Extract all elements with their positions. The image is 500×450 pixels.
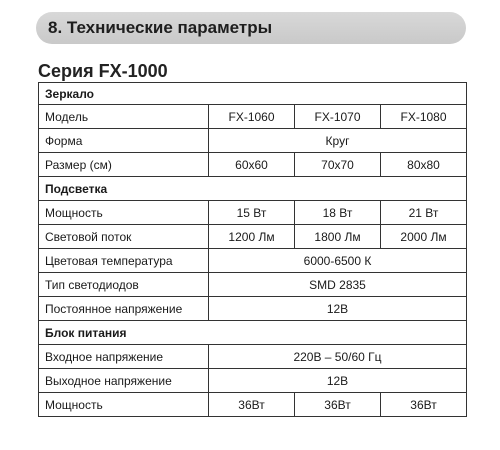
color-temp-label: Цветовая температура xyxy=(39,249,209,273)
input-voltage-label: Входное напряжение xyxy=(39,345,209,369)
psu-power-fx1060: 36Вт xyxy=(209,393,295,417)
power-fx1060: 15 Вт xyxy=(209,201,295,225)
led-type-value: SMD 2835 xyxy=(209,273,467,297)
color-temp-value: 6000-6500 К xyxy=(209,249,467,273)
size-fx1080: 80x80 xyxy=(381,153,467,177)
power-label: Мощность xyxy=(39,201,209,225)
table-row-mirror-header xyxy=(39,83,467,105)
output-voltage-label: Выходное напряжение xyxy=(39,369,209,393)
flux-label: Световой поток xyxy=(39,225,209,249)
psu-header-cell: Блок питания xyxy=(39,321,467,345)
lighting-header-cell: Подсветка xyxy=(39,177,467,201)
input-voltage-value: 220В – 50/60 Гц xyxy=(209,345,467,369)
power-fx1070: 18 Вт xyxy=(295,201,381,225)
shape-label: Форма xyxy=(39,129,209,153)
size-fx1060: 60x60 xyxy=(209,153,295,177)
table-row-model xyxy=(39,105,467,129)
table-row-shape xyxy=(39,129,467,153)
flux-fx1080: 2000 Лм xyxy=(381,225,467,249)
section-heading: 8. Технические параметры xyxy=(48,18,273,37)
model-label: Модель xyxy=(39,105,209,129)
mirror-header-cell: Зеркало xyxy=(39,83,467,105)
table-row-lighting-header xyxy=(39,177,467,201)
section-heading-bar xyxy=(36,12,466,44)
table-row-color-temp xyxy=(39,249,467,273)
psu-power-label: Мощность xyxy=(39,393,209,417)
output-voltage-value: 12В xyxy=(209,369,467,393)
dc-voltage-label: Постоянное напряжение xyxy=(39,297,209,321)
led-type-label: Тип светодиодов xyxy=(39,273,209,297)
table-row-flux xyxy=(39,225,467,249)
table-row-output-voltage xyxy=(39,369,467,393)
dc-voltage-value: 12В xyxy=(209,297,467,321)
table-row-size xyxy=(39,153,467,177)
table-row-input-voltage xyxy=(39,345,467,369)
psu-power-fx1080: 36Вт xyxy=(381,393,467,417)
psu-power-fx1070: 36Вт xyxy=(295,393,381,417)
size-fx1070: 70x70 xyxy=(295,153,381,177)
flux-fx1060: 1200 Лм xyxy=(209,225,295,249)
flux-fx1070: 1800 Лм xyxy=(295,225,381,249)
size-label: Размер (см) xyxy=(39,153,209,177)
power-fx1080: 21 Вт xyxy=(381,201,467,225)
table-row-psu-power xyxy=(39,393,467,417)
table-row-psu-header xyxy=(39,321,467,345)
model-fx1060: FX-1060 xyxy=(209,105,295,129)
table-row-dc-voltage xyxy=(39,297,467,321)
model-fx1080: FX-1080 xyxy=(381,105,467,129)
series-title: Серия FX-1000 xyxy=(38,61,168,81)
model-fx1070: FX-1070 xyxy=(295,105,381,129)
spec-table xyxy=(38,82,467,417)
table-row-led-type xyxy=(39,273,467,297)
shape-value: Круг xyxy=(209,129,467,153)
table-row-power xyxy=(39,201,467,225)
